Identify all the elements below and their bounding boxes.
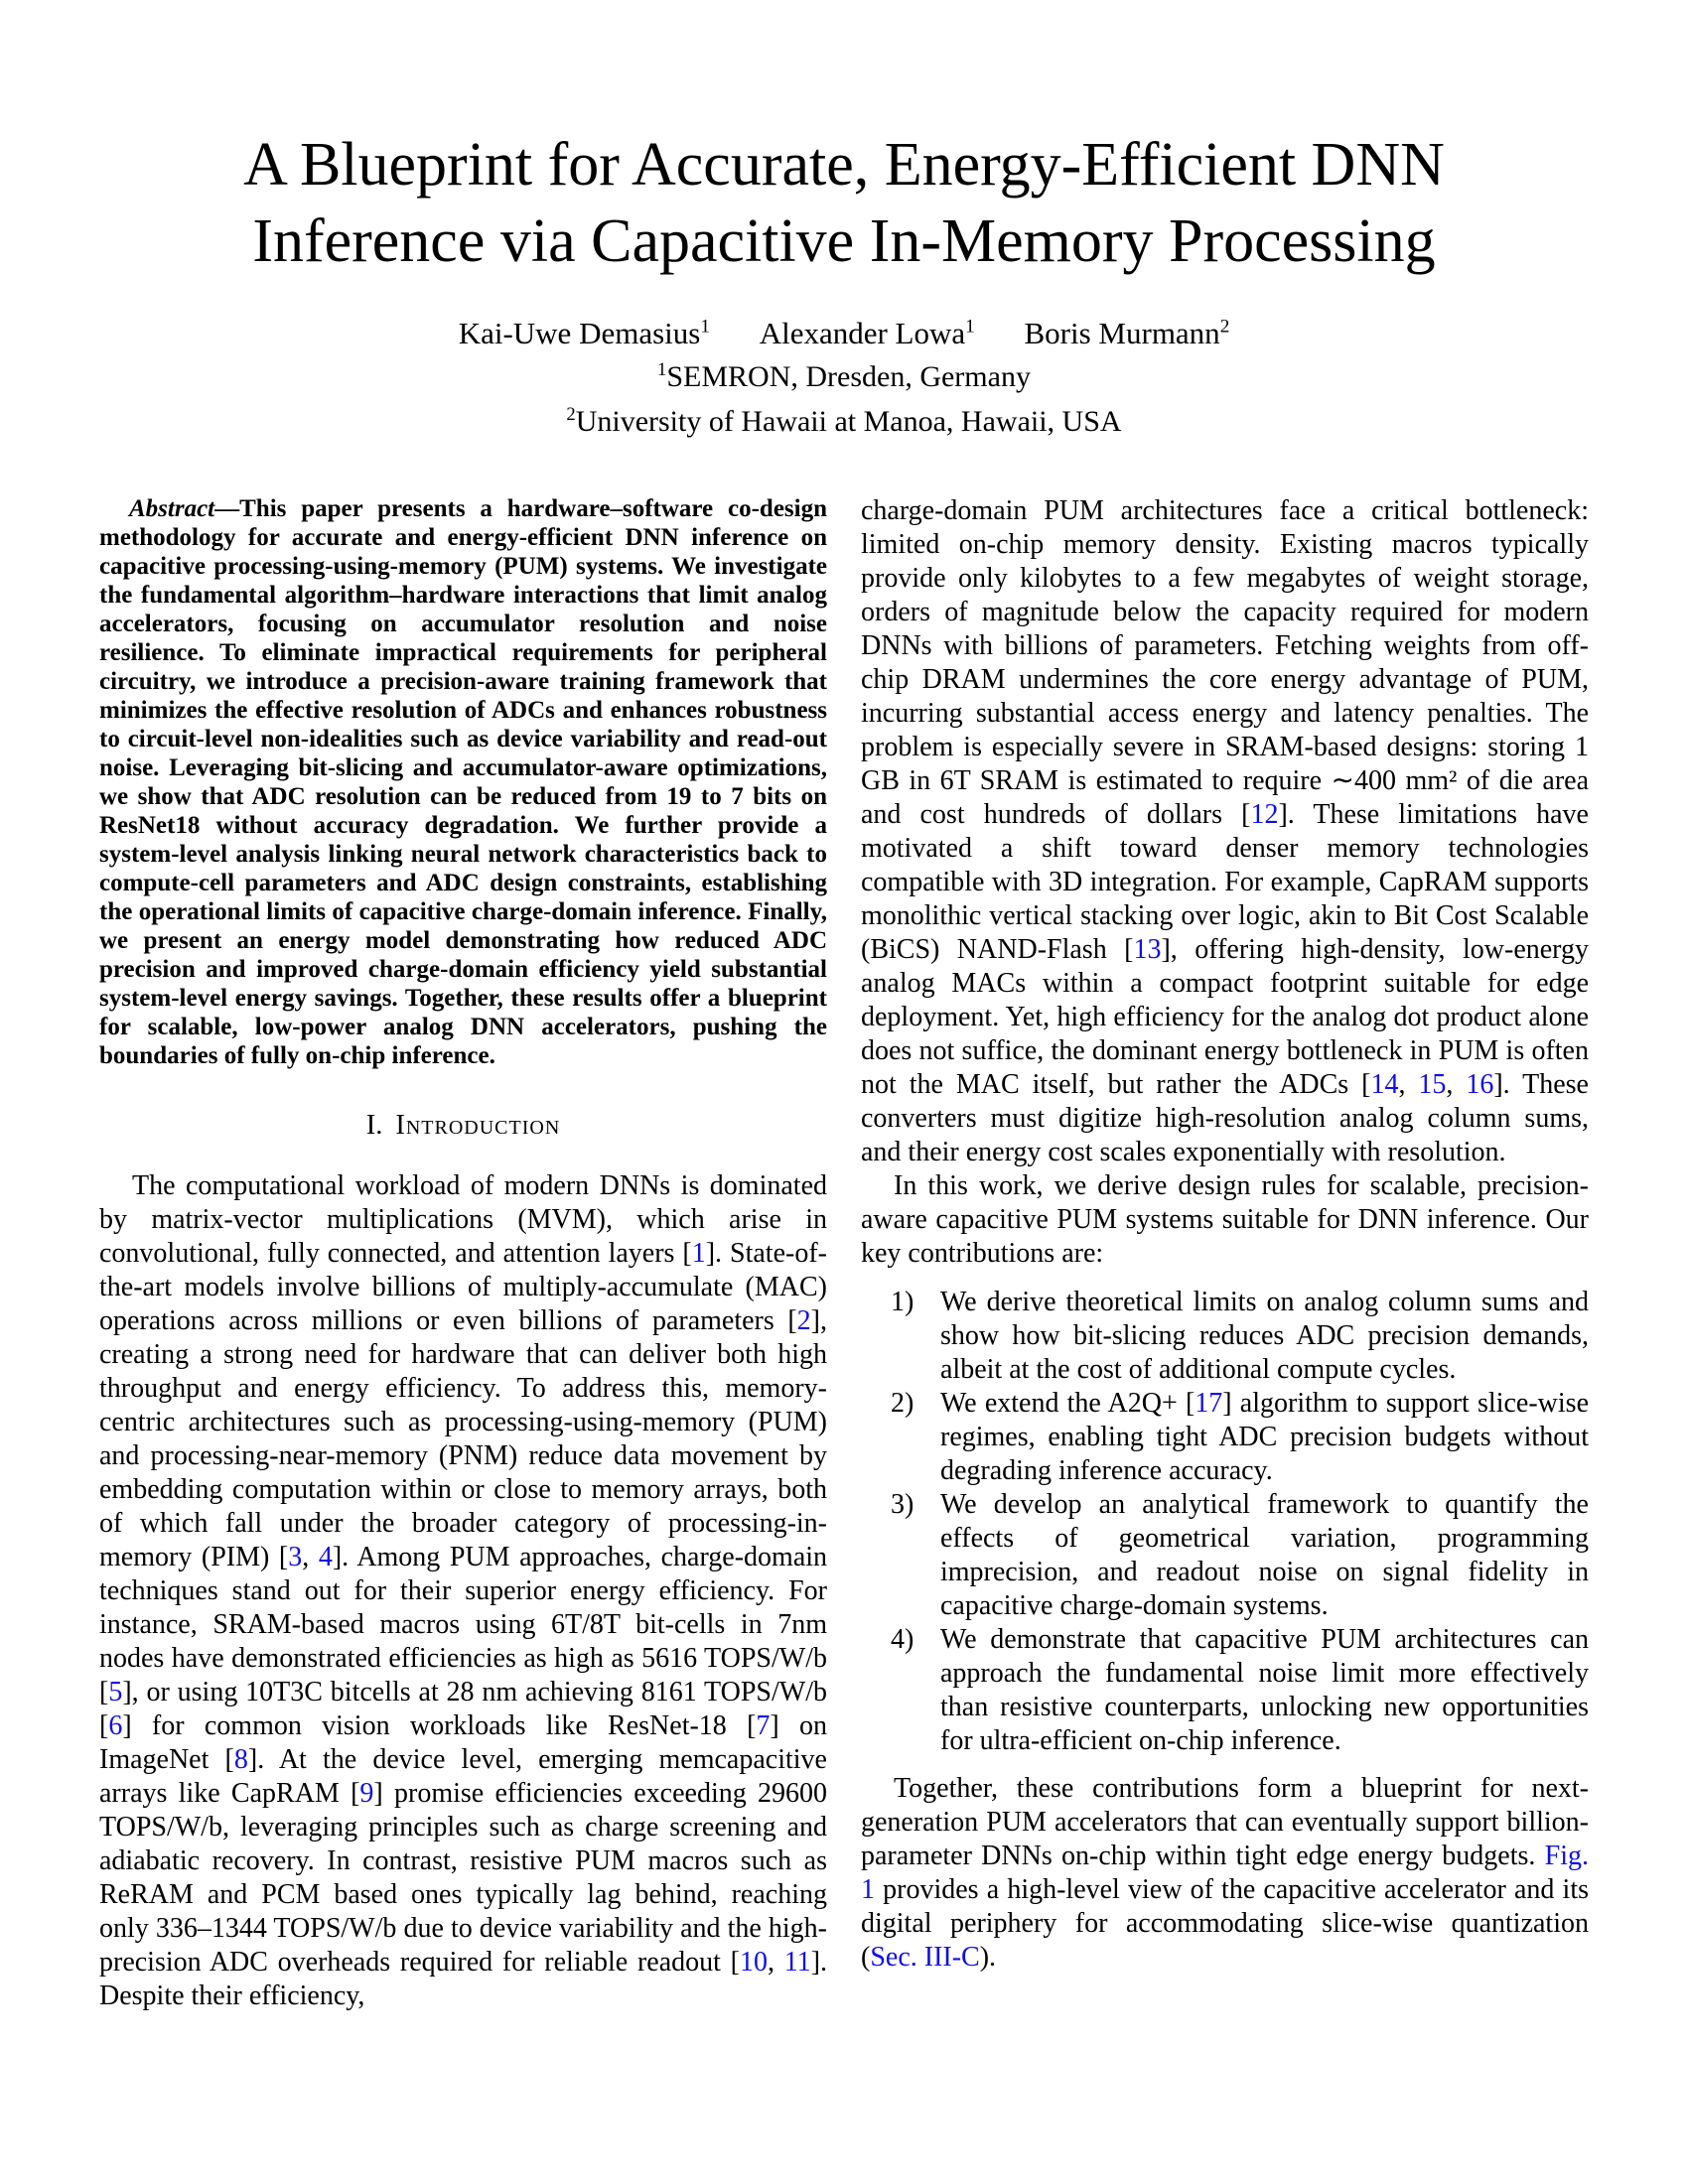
affiliation-mark: 2 bbox=[566, 404, 576, 425]
contributions-list bbox=[861, 1286, 1589, 1758]
author-affiliation-mark: 1 bbox=[965, 316, 975, 338]
abstract bbox=[99, 494, 827, 1070]
paper-title: A Blueprint for Accurate, Energy-Efficient DNN Inference via Capacitive In-Memory Processing bbox=[243, 131, 1445, 275]
authors-line bbox=[0, 316, 1688, 351]
citation-link[interactable]: 15 bbox=[1418, 1069, 1447, 1100]
affiliation-mark: 1 bbox=[657, 359, 667, 380]
affiliation-text: SEMRON, Dresden, Germany bbox=[666, 360, 1031, 393]
list-item bbox=[861, 1623, 1589, 1758]
cross-reference-link[interactable]: Sec. III-C bbox=[870, 1942, 980, 1973]
author bbox=[760, 316, 975, 350]
section-heading-introduction bbox=[99, 1110, 827, 1142]
list-item bbox=[861, 1286, 1589, 1387]
author-affiliation-mark: 1 bbox=[700, 316, 710, 338]
author-name: Kai-Uwe Demasius bbox=[458, 316, 701, 350]
citation-link[interactable]: 8 bbox=[233, 1744, 248, 1775]
body-paragraph: Together, these contributions form a blueprint for next-generation PUM accelerators that can eventually support billion-parameter DNNs on-chip within tight edge energy budgets. Fig. 1 provides a high-level view of the capacitive accelerator and its digital periphery for accommodating slice-wise quantization (Sec. III-C). bbox=[861, 1773, 1589, 1973]
list-item-text: We derive theoretical limits on analog column sums and show how bit-slicing reduces ADC precision demands, albeit at the cost of additional compute cycles. bbox=[940, 1287, 1589, 1385]
left-column bbox=[99, 494, 827, 2013]
author bbox=[459, 316, 710, 350]
list-item-number: 2) bbox=[891, 1388, 914, 1419]
list-item-number: 1) bbox=[891, 1287, 914, 1317]
citation-link[interactable]: 16 bbox=[1466, 1069, 1494, 1100]
right-column bbox=[861, 494, 1589, 2013]
citation-link[interactable]: 5 bbox=[108, 1677, 123, 1707]
citation-link[interactable]: 10 bbox=[739, 1947, 768, 1978]
citation-link[interactable]: 7 bbox=[756, 1710, 771, 1741]
citation-link[interactable]: 2 bbox=[796, 1305, 811, 1336]
list-item-text: We demonstrate that capacitive PUM architectures can approach the fundamental noise limit more effectively than resistive counterparts, unlocking new opportunities for ultra-efficient on-chip inference. bbox=[940, 1624, 1589, 1756]
citation-link[interactable]: 4 bbox=[318, 1542, 333, 1572]
citation-link[interactable]: 17 bbox=[1195, 1388, 1223, 1419]
list-item-text: We extend the A2Q+ [17] algorithm to support slice-wise regimes, enabling tight ADC precision budgets without degrading inference accuracy. bbox=[940, 1388, 1589, 1486]
citation-link[interactable]: 12 bbox=[1250, 799, 1279, 830]
abstract-text: —This paper presents a hardware–software co-design methodology for accurate and energy-efficient DNN inference on capacitive processing-using-memory (PUM) systems. We investigate the fundamental algorithm–hardware interactions that limit analog accelerators, focusing on accumulator resolution and noise resilience. To eliminate impractical requirements for peripheral circuitry, we introduce a precision-aware training framework that minimizes the effective resolution of ADCs and enhances robustness to circuit-level non-idealities such as device variability and read-out noise. Leveraging bit-slicing and accumulator-aware optimizations, we show that ADC resolution can be reduced from 19 to 7 bits on ResNet18 without accuracy degradation. We further provide a system-level analysis linking neural network characteristics back to compute-cell parameters and ADC design constraints, establishing the operational limits of capacitive charge-domain inference. Finally, we present an energy model demonstrating how reduced ADC precision and improved charge-domain efficiency yield substantial system-level energy savings. Together, these results offer a blueprint for scalable, low-power analog DNN accelerators, pushing the boundaries of fully on-chip inference. bbox=[99, 495, 827, 1069]
author-affiliation-mark: 2 bbox=[1219, 316, 1230, 338]
abstract-label: Abstract bbox=[129, 495, 215, 522]
list-item-text: We develop an analytical framework to quantify the effects of geometrical variation, programming imprecision, and readout noise on signal fidelity in capacitive charge-domain systems. bbox=[940, 1489, 1589, 1621]
section-number: I. bbox=[365, 1110, 383, 1141]
body-paragraph: In this work, we derive design rules for scalable, precision-aware capacitive PUM systems suitable for DNN inference. Our key contributions are: bbox=[861, 1170, 1589, 1269]
citation-link[interactable]: 3 bbox=[288, 1542, 303, 1572]
citation-link[interactable]: 11 bbox=[783, 1947, 811, 1978]
section-title: Introduction bbox=[395, 1110, 561, 1141]
list-item bbox=[861, 1387, 1589, 1488]
author bbox=[1025, 316, 1230, 350]
two-column-body bbox=[0, 494, 1688, 2013]
citation-link[interactable]: 13 bbox=[1133, 934, 1162, 965]
intro-paragraph: The computational workload of modern DNNs is dominated by matrix-vector multiplications (MVM), which arise in convolutional, fully connected, and attention layers [1]. State-of-the-art models involve billions of multiply-accumulate (MAC) operations across millions or even billions of parameters [2], creating a strong need for hardware that can deliver both high throughput and energy efficiency. To address this, memory-centric architectures such as processing-using-memory (PUM) and processing-near-memory (PNM) reduce data movement by embedding computation within or close to memory arrays, both of which fall under the broader category of processing-in-memory (PIM) [3, 4]. Among PUM approaches, charge-domain techniques stand out for their superior energy efficiency. For instance, SRAM-based macros using 6T/8T bit-cells in 7nm nodes have demonstrated efficiencies as high as 5616 TOPS/W/b [5], or using 10T3C bitcells at 28 nm achieving 8161 TOPS/W/b [6] for common vision workloads like ResNet-18 [7] on ImageNet [8]. At the device level, emerging memcapacitive arrays like CapRAM [9] promise efficiencies exceeding 29600 TOPS/W/b, leveraging principles such as charge screening and adiabatic recovery. In contrast, resistive PUM macros such as ReRAM and PCM based ones typically lag behind, reaching only 336–1344 TOPS/W/b due to device variability and the high-precision ADC overheads required for reliable readout [10, 11]. Despite their efficiency, bbox=[99, 1170, 828, 2011]
cross-reference-link[interactable]: Fig. 1 bbox=[861, 1841, 1589, 1905]
list-item-number: 4) bbox=[891, 1624, 914, 1655]
citation-link[interactable]: 1 bbox=[691, 1238, 706, 1269]
citation-link[interactable]: 6 bbox=[108, 1710, 123, 1741]
affiliation-line bbox=[0, 351, 1688, 396]
list-item bbox=[861, 1488, 1589, 1623]
body-paragraph: charge-domain PUM architectures face a critical bottleneck: limited on-chip memory density. Existing macros typically provide only kilobytes to a few megabytes of weight storage, orders of magnitude below the capacity required for modern DNNs with billions of parameters. Fetching weights from off-chip DRAM undermines the core energy advantage of PUM, incurring substantial access energy and latency penalties. The problem is especially severe in SRAM-based designs: storing 1 GB in 6T SRAM is estimated to require ∼400 mm² of die area and cost hundreds of dollars [12]. These limitations have motivated a shift toward denser memory technologies compatible with 3D integration. For example, CapRAM supports monolithic vertical stacking over logic, akin to Bit Cost Scalable (BiCS) NAND-Flash [13], offering high-density, low-energy analog MACs within a compact footprint suitable for edge deployment. Yet, high efficiency for the analog dot product alone does not suffice, the dominant energy bottleneck in PUM is often not the MAC itself, but rather the ADCs [14, 15, 16]. These converters must digitize high-resolution analog column sums, and their energy cost scales exponentially with resolution. bbox=[861, 495, 1589, 1167]
affiliation-text: University of Hawaii at Manoa, Hawaii, USA bbox=[575, 405, 1122, 438]
citation-link[interactable]: 9 bbox=[359, 1778, 374, 1809]
list-item-number: 3) bbox=[891, 1489, 914, 1520]
affiliation-line bbox=[0, 396, 1688, 441]
author-name: Alexander Lowa bbox=[759, 316, 966, 350]
author-name: Boris Murmann bbox=[1024, 316, 1220, 350]
citation-link[interactable]: 14 bbox=[1370, 1069, 1399, 1100]
